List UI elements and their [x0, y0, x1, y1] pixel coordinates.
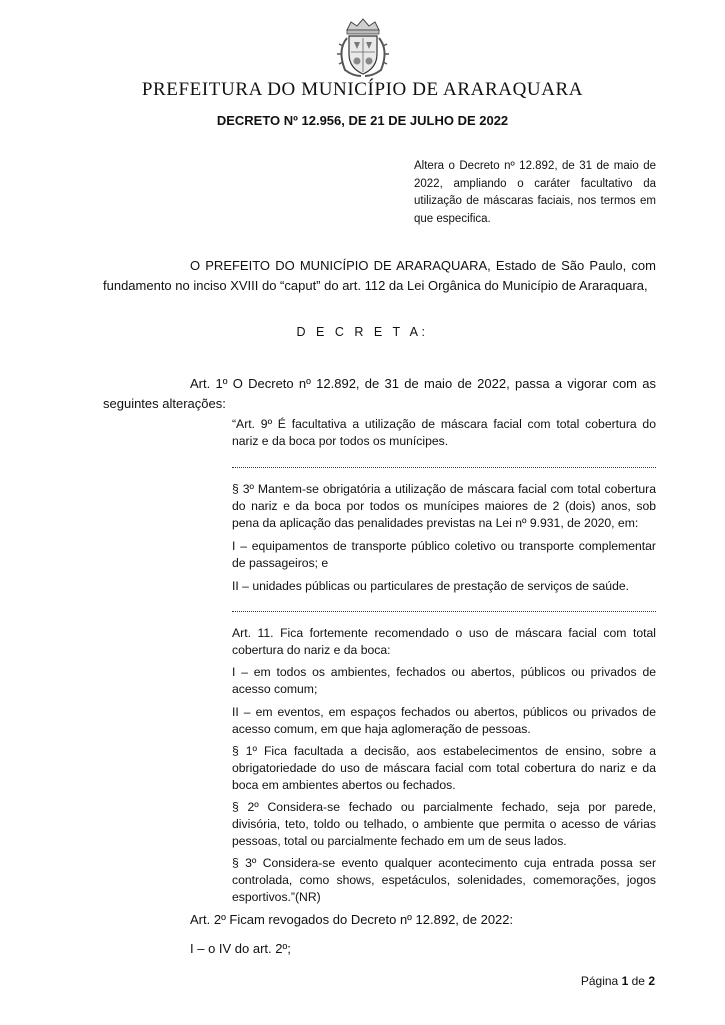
page-current: 1 — [621, 974, 629, 988]
issuing-organization: PREFEITURA DO MUNICÍPIO DE ARARAQUARA — [141, 79, 584, 100]
quoted-art-11-inc-1: I – em todos os ambientes, fechados ou abertos, públicos ou privados de acesso comum; — [232, 665, 656, 696]
quoted-art-11-inc-2: II – em eventos, em espaços fechados ou abertos, públicos ou privados de acesso comum, em que haja aglomeração de pessoas. — [232, 705, 656, 736]
article-1: Art. 1º O Decreto nº 12.892, de 31 de maio de 2022, passa a vigorar com as seguintes alterações: — [103, 376, 656, 411]
decreta-heading: D E C R E T A: — [296, 325, 429, 339]
omission-dots — [232, 611, 656, 613]
quoted-par-3: § 3º Mantem-se obrigatória a utilização de máscara facial com total cobertura do nariz e da boca por todos os munícipes maiores de 2 (dois) anos, sob pena da aplicação das penalidades previstas na Lei nº 9.931, de 2020, em: — [232, 482, 656, 530]
article-2-item-1: I – o IV do art. 2º; — [190, 941, 291, 956]
quoted-inc-1: I – equipamentos de transporte público coletivo ou transporte complementar de passageiros; e — [232, 539, 656, 570]
article-2: Art. 2º Ficam revogados do Decreto nº 12.892, de 2022: — [190, 912, 514, 927]
decree-title: DECRETO Nº 12.956, DE 21 DE JULHO DE 2022 — [216, 113, 509, 128]
decree-summary: Altera o Decreto nº 12.892, de 31 de maio de 2022, ampliando o caráter facultativo da utilização de máscaras faciais, nos termos em que especifica. — [414, 160, 656, 225]
quoted-art-9: “Art. 9º É facultativa a utilização de máscara facial com total cobertura do nariz e da boca por todos os munícipes. — [232, 417, 656, 448]
preamble: O PREFEITO DO MUNICÍPIO DE ARARAQUARA, Estado de São Paulo, com fundamento no inciso XVIII do “caput” do art. 112 da Lei Orgânica do Município de Araraquara, — [103, 258, 656, 293]
municipal-coat-of-arms-icon — [333, 16, 393, 80]
page-number — [581, 974, 655, 988]
omission-dots — [232, 467, 656, 469]
quoted-inc-2: II – unidades públicas ou particulares de prestação de serviços de saúde. — [232, 579, 630, 593]
page-label: Página — [580, 974, 619, 988]
quoted-art-11-par-2: § 2º Considera-se fechado ou parcialmente fechado, seja por parede, divisória, teto, toldo ou telhado, o ambiente que permita o acesso de várias pessoas, total ou parcialmente fechado em um de seus lados. — [232, 800, 656, 848]
page-separator: de — [631, 974, 645, 988]
quoted-art-11-par-3: § 3º Considera-se evento qualquer acontecimento cuja entrada possa ser controlada, como shows, espetáculos, solenidades, comemorações, jogos esportivos.”(NR) — [232, 856, 656, 904]
page-total: 2 — [648, 974, 655, 988]
quoted-art-11-par-1: § 1º Fica facultada a decisão, aos estabelecimentos de ensino, sobre a obrigatoriedade do uso de máscara facial com total cobertura do nariz e da boca em ambientes abertos ou fechados. — [232, 744, 656, 792]
quoted-art-11: Art. 11. Fica fortemente recomendado o uso de máscara facial com total cobertura do nariz e da boca: — [232, 626, 656, 657]
